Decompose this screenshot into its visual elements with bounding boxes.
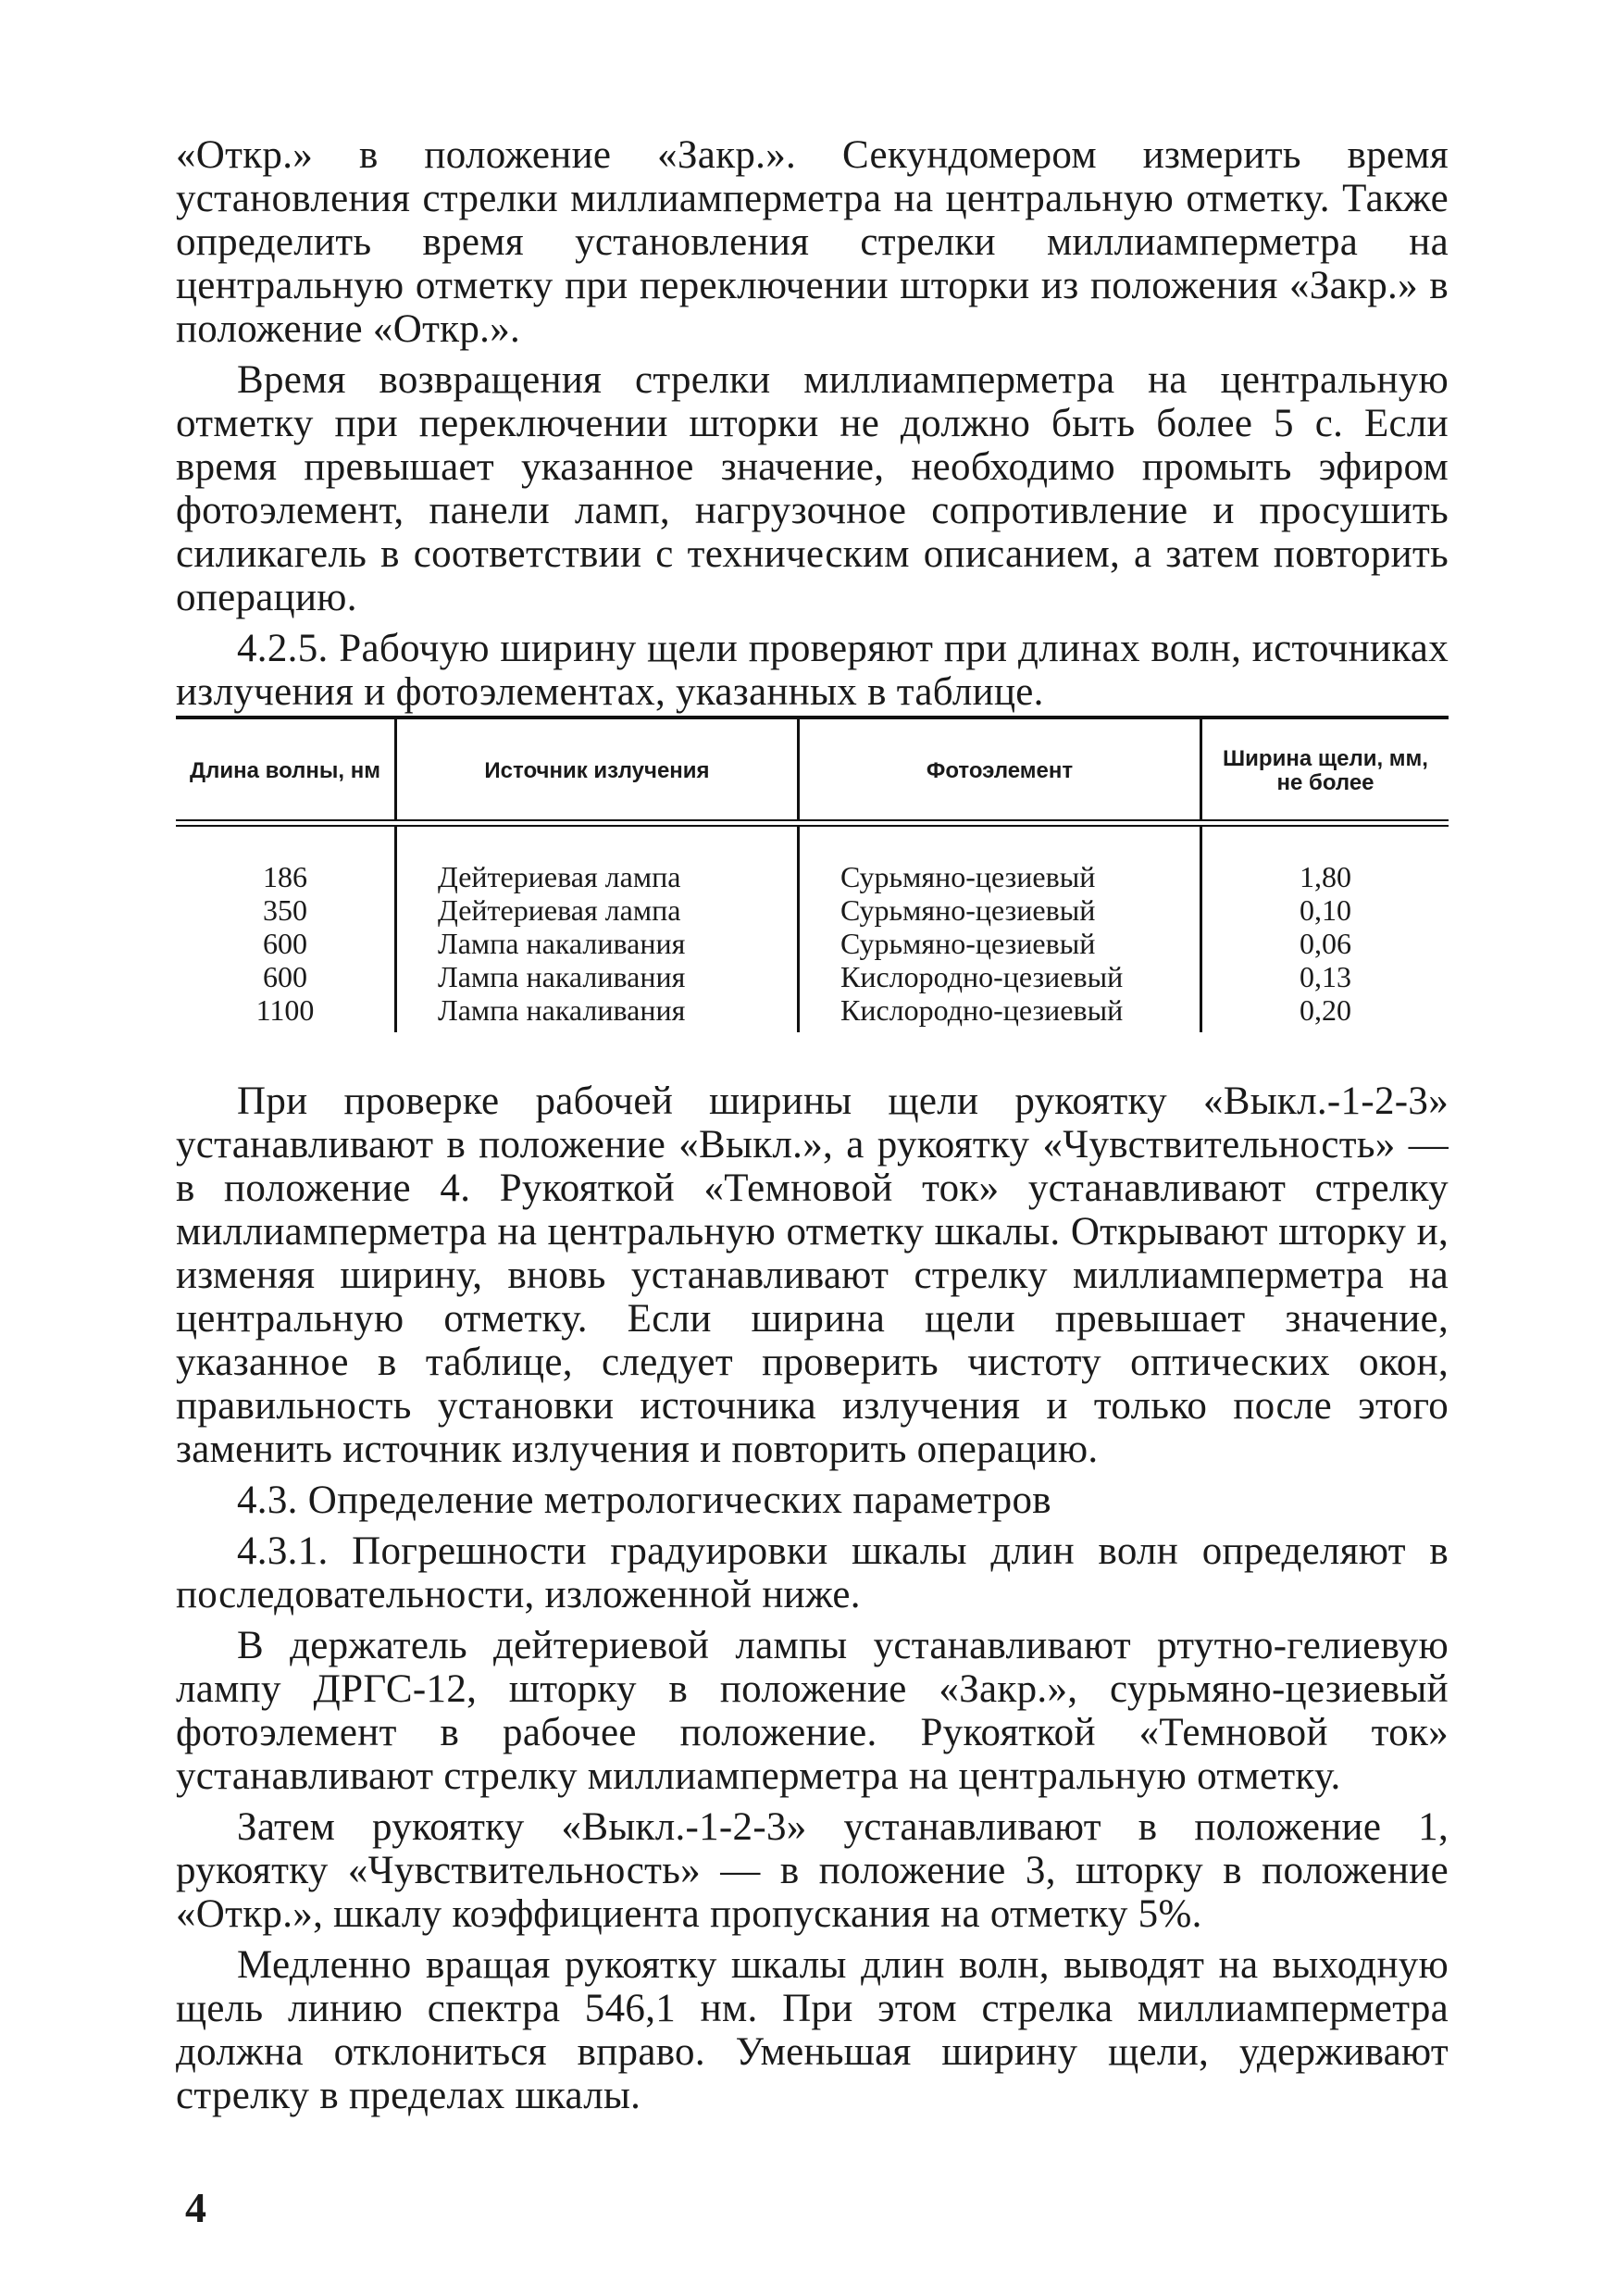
cell-slit-width: 0,20 (1201, 993, 1449, 1032)
top-text-block (176, 133, 1449, 721)
cell-photocell: Кислородно-цезиевый (799, 960, 1201, 993)
cell-source: Лампа накаливания (396, 927, 799, 960)
cell-source: Дейтериевая лампа (396, 893, 799, 927)
table-row (176, 960, 1449, 993)
paragraph-spectrum-line: Медленно вращая рукоятку шкалы длин волн, выводят на выходную щель линию спектра 546,1 нм. При этом стрелка миллиамперметра должна отклониться вправо. Уменьшая ширину щели, удерживают стрелку в пределах шкалы. (176, 1943, 1449, 2117)
table-row (176, 893, 1449, 927)
header-double-rule (176, 819, 1449, 827)
page-number: 4 (185, 2184, 206, 2231)
cell-photocell: Кислородно-цезиевый (799, 993, 1201, 1032)
paragraph-4-3-1: 4.3.1. Погрешности градуировки шкалы длин волн определяют в последовательности, изложенной ниже. (176, 1529, 1449, 1616)
cell-source: Лампа накаливания (396, 993, 799, 1032)
cell-source: Дейтериевая лампа (396, 827, 799, 893)
cell-photocell: Сурьмяно-цезиевый (799, 827, 1201, 893)
slit-width-table (176, 716, 1449, 1032)
cell-wavelength: 1100 (255, 993, 315, 1027)
header-wavelength: Длина волны, нм (190, 758, 380, 783)
paragraph-return-time: Время возвращения стрелки миллиамперметра на центральную отметку при переключении шторки не должно быть более 5 с. Если время превышает указанное значение, необходимо промыть эфиром фотоэлемент, панели ламп, нагрузочное сопротивление и просушить силикагель в соответствии с техническим описанием, а затем повторить операцию. (176, 358, 1449, 619)
cell-wavelength: 600 (263, 960, 307, 993)
cell-slit-width: 0,10 (1201, 893, 1449, 927)
paragraph-switch-position: Затем рукоятку «Выкл.-1-2-3» устанавливают в положение 1, рукоятку «Чувствительность» — в положение 3, шторку в положение «Откр.», шкалу коэффициента пропускания на отметку 5%. (176, 1805, 1449, 1936)
paragraph-slit-check: При проверке рабочей ширины щели рукоятку «Выкл.-1-2-3» устанавливают в положение «Выкл.», а рукоятку «Чувствительность» — в положение 4. Рукояткой «Темновой ток» устанавливают стрелку миллиамперметра на центральную отметку шкалы. Открывают шторку и, изменяя ширину, вновь устанавливают стрелку миллиамперметра на центральную отметку. Если ширина щели превышает значение, указанное в таблице, следует проверить чистоту оптических окон, правильность установки источника излучения и только после этого заменить источник излучения и повторить операцию. (176, 1079, 1449, 1471)
cell-wavelength: 186 (263, 860, 307, 893)
cell-wavelength: 600 (263, 927, 307, 960)
table-header-row (176, 719, 1449, 819)
cell-wavelength: 350 (263, 893, 307, 927)
header-radiation-source: Источник излучения (396, 719, 799, 819)
table-row (176, 827, 1449, 893)
cell-photocell: Сурьмяно-цезиевый (799, 927, 1201, 960)
cell-slit-width: 0,13 (1201, 960, 1449, 993)
cell-source: Лампа накаливания (396, 960, 799, 993)
section-heading-4-3: 4.3. Определение метрологических параметров (237, 1479, 1051, 1522)
paragraph-4-2-5: 4.2.5. Рабочую ширину щели проверяют при длинах волн, источниках излучения и фотоэлементах, указанных в таблице. (176, 627, 1449, 714)
table-row (176, 993, 1449, 1032)
cell-photocell: Сурьмяно-цезиевый (799, 893, 1201, 927)
cell-slit-width: 0,06 (1201, 927, 1449, 960)
header-slit-width: Ширина щели, мм, не более (1201, 719, 1449, 819)
header-photocell: Фотоэлемент (799, 719, 1201, 819)
paragraph-shutter-timing: «Откр.» в положение «Закр.». Секундомером измерить время установления стрелки миллиамперметра на центральную отметку. Также определить время установления стрелки миллиамперметра на центральную отметку при переключении шторки из положения «Закр.» в положение «Откр.». (176, 133, 1449, 351)
paragraph-lamp-setup: В держатель дейтериевой лампы устанавливают ртутно-гелиевую лампу ДРГС-12, шторку в положение «Закр.», сурьмяно-цезиевый фотоэлемент в рабочее положение. Рукояткой «Темновой ток» устанавливают стрелку миллиамперметра на центральную отметку. (176, 1624, 1449, 1798)
table-row (176, 927, 1449, 960)
cell-slit-width: 1,80 (1201, 827, 1449, 893)
table (176, 719, 1449, 1032)
bottom-text-block (176, 1079, 1449, 2125)
